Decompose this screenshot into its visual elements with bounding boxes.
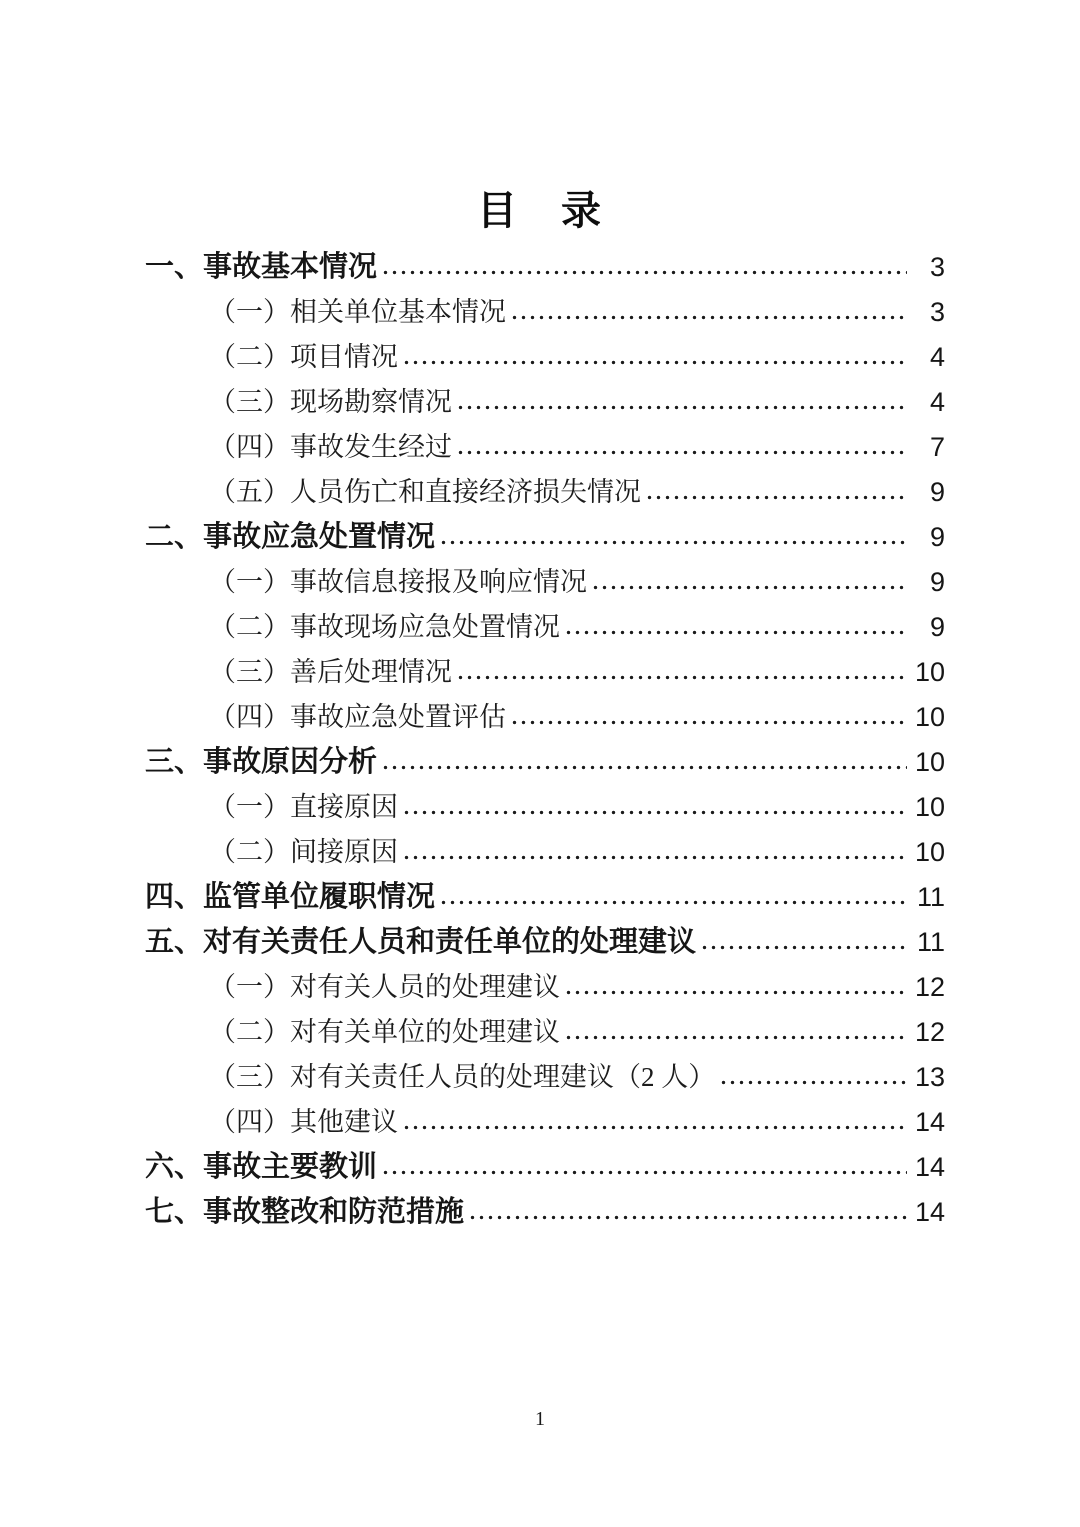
toc-entry[interactable] — [145, 965, 945, 1010]
toc-entry-label: 五、对有关责任人员和责任单位的处理建议 — [145, 926, 697, 958]
dot-leader — [719, 1079, 907, 1086]
toc-entry[interactable] — [145, 740, 945, 785]
toc-entry-page: 10 — [914, 837, 945, 867]
toc-entry-label: （一）事故信息接报及响应情况 — [209, 567, 587, 597]
toc-entry-label: 三、事故原因分析 — [145, 746, 378, 778]
toc-entry[interactable] — [145, 830, 945, 875]
toc-entry-label: （三）现场勘察情况 — [209, 387, 452, 417]
toc-entry-label: （四）事故发生经过 — [209, 432, 452, 462]
toc-entry[interactable] — [145, 785, 945, 830]
dot-leader — [510, 719, 907, 726]
toc-entry[interactable] — [145, 425, 945, 470]
dot-leader — [402, 359, 907, 366]
dot-leader — [468, 1214, 907, 1221]
toc-entry[interactable] — [145, 290, 945, 335]
toc-entry[interactable] — [145, 1010, 945, 1055]
toc-entry[interactable] — [145, 380, 945, 425]
toc-entry-page: 10 — [914, 702, 945, 732]
toc-entry[interactable] — [145, 1055, 945, 1100]
toc-entry[interactable] — [145, 650, 945, 695]
toc-entry-page: 10 — [914, 747, 945, 777]
toc-entry-page: 10 — [914, 657, 945, 687]
toc-entry-label: （二）对有关单位的处理建议 — [209, 1017, 560, 1047]
toc-entry-page: 7 — [929, 432, 945, 462]
toc-entry[interactable] — [145, 1190, 945, 1235]
toc-entry-label: （三）对有关责任人员的处理建议（2 人） — [209, 1062, 716, 1092]
toc-entry-label: （一）对有关人员的处理建议 — [209, 972, 560, 1002]
toc-entry-label: 七、事故整改和防范措施 — [145, 1196, 465, 1228]
toc-entry[interactable] — [145, 560, 945, 605]
dot-leader — [510, 314, 907, 321]
toc-entry-label: （四）事故应急处置评估 — [209, 702, 506, 732]
toc-entry-label: 六、事故主要教训 — [145, 1151, 378, 1183]
toc-entry-label: （二）间接原因 — [209, 837, 398, 867]
dot-leader — [402, 854, 907, 861]
toc-entry-page: 9 — [929, 567, 945, 597]
toc-entry-page: 3 — [929, 252, 945, 282]
dot-leader — [564, 1034, 907, 1041]
dot-leader — [456, 449, 907, 456]
toc-entry-page: 12 — [914, 972, 945, 1002]
toc-entry[interactable] — [145, 875, 945, 920]
toc-entry-label: （五）人员伤亡和直接经济损失情况 — [209, 477, 641, 507]
toc-entry-page: 9 — [929, 522, 945, 552]
toc-entry-page: 11 — [916, 882, 945, 912]
toc-entry-label: （二）事故现场应急处置情况 — [209, 612, 560, 642]
toc-entry[interactable] — [145, 695, 945, 740]
toc-entry-page: 14 — [914, 1197, 945, 1227]
dot-leader — [381, 764, 907, 771]
dot-leader — [439, 539, 907, 546]
toc-entry-label: （四）其他建议 — [209, 1107, 398, 1137]
toc-entry-page: 4 — [929, 387, 945, 417]
toc-entry-page: 10 — [914, 792, 945, 822]
dot-leader — [700, 944, 907, 951]
toc-entry[interactable] — [145, 335, 945, 380]
toc-entry-page: 3 — [929, 297, 945, 327]
dot-leader — [591, 584, 907, 591]
toc-entry[interactable] — [145, 920, 945, 965]
dot-leader — [381, 269, 907, 276]
dot-leader — [564, 629, 907, 636]
toc-entry-page: 9 — [929, 477, 945, 507]
toc-entry-page: 14 — [914, 1107, 945, 1137]
toc-entry-label: （一）相关单位基本情况 — [209, 297, 506, 327]
toc-entry[interactable] — [145, 605, 945, 650]
toc-entry-page: 11 — [916, 927, 945, 957]
toc-entry[interactable] — [145, 245, 945, 290]
toc-entry-page: 13 — [914, 1062, 945, 1092]
toc-list — [145, 245, 945, 1235]
toc-entry-page: 14 — [914, 1152, 945, 1182]
dot-leader — [402, 809, 907, 816]
toc-entry-page: 9 — [929, 612, 945, 642]
dot-leader — [645, 494, 907, 501]
toc-entry-label: 四、监管单位履职情况 — [145, 881, 436, 913]
toc-title: 目 录 — [477, 188, 603, 233]
dot-leader — [402, 1124, 907, 1131]
toc-entry[interactable] — [145, 1100, 945, 1145]
dot-leader — [456, 404, 907, 411]
toc-entry-page: 4 — [929, 342, 945, 372]
toc-entry-label: 二、事故应急处置情况 — [145, 521, 436, 553]
toc-entry-label: （二）项目情况 — [209, 342, 398, 372]
toc-entry-label: （一）直接原因 — [209, 792, 398, 822]
toc-entry[interactable] — [145, 515, 945, 560]
toc-entry[interactable] — [145, 470, 945, 515]
toc-entry-label: （三）善后处理情况 — [209, 657, 452, 687]
toc-entry-page: 12 — [914, 1017, 945, 1047]
dot-leader — [564, 989, 907, 996]
toc-entry[interactable] — [145, 1145, 945, 1190]
dot-leader — [456, 674, 907, 681]
toc-entry-label: 一、事故基本情况 — [145, 251, 378, 283]
page-number: 1 — [535, 1408, 545, 1430]
dot-leader — [381, 1169, 907, 1176]
dot-leader — [439, 899, 907, 906]
